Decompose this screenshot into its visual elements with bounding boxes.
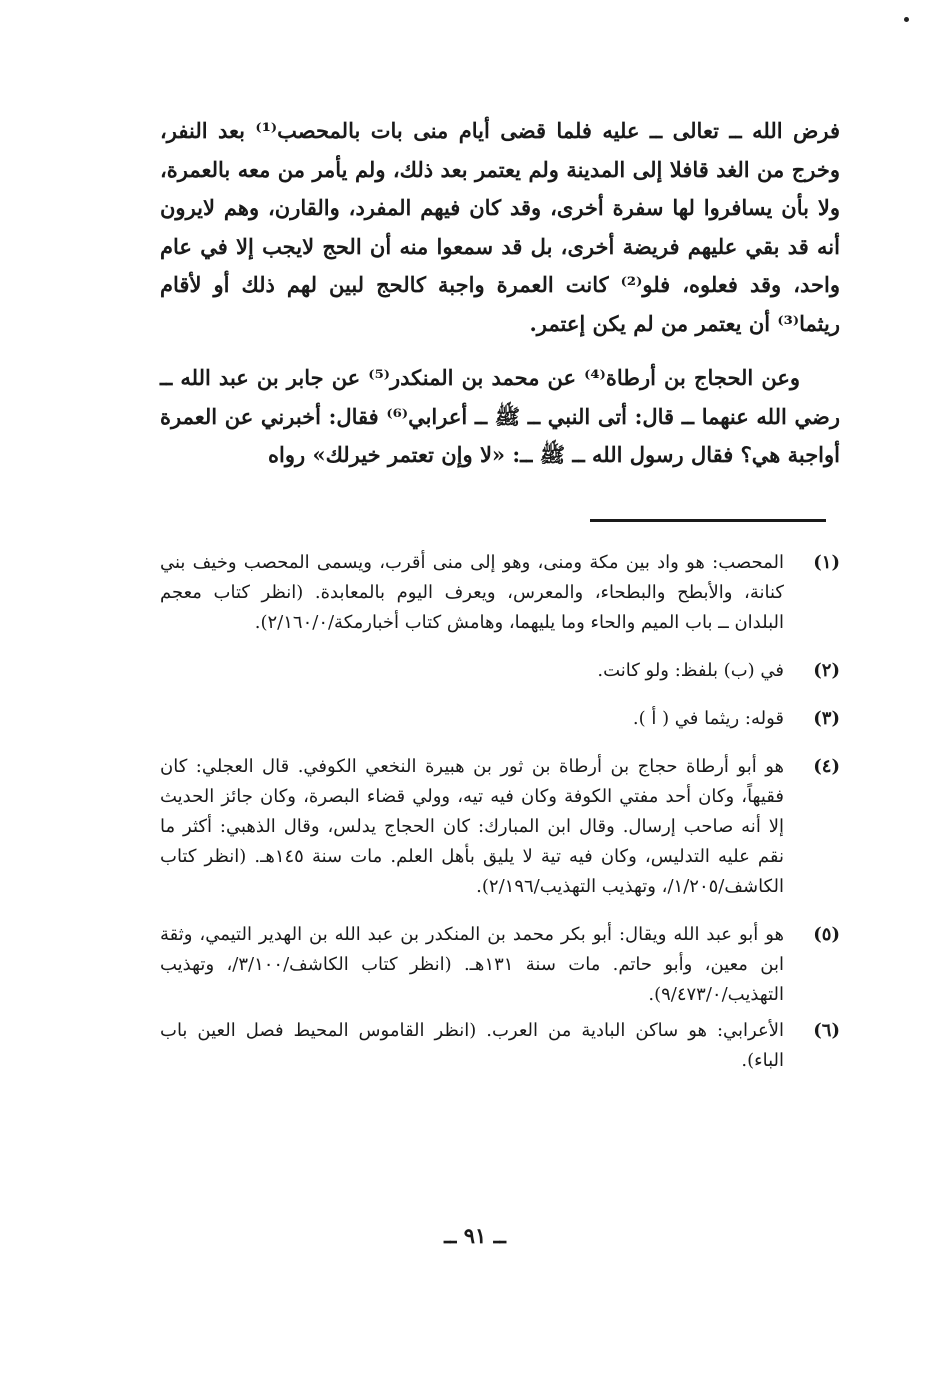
- footnote-text: المحصب: هو واد بين مكة ومنى، وهو إلى منى أقرب، ويسمى المحصب وخيف بني كنانة، والأبطح والبطحاء، والمعرس، ويعرف اليوم بالمعابدة. (انظر كتاب معجم البلدان ــ باب الميم والحاء وما يليهما، وهامش كتاب أخبارمكة/٢/١٦٠/٠).: [160, 552, 784, 633]
- main-paragraph-2: وعن الحجاج بن أرطاة⁽⁴⁾ عن محمد بن المنكدر⁽⁵⁾ عن جابر بن عبد الله ــ رضي الله عنهما ــ قال: أتى النبي ــ ﷺ ــ أعرابي⁽⁶⁾ فقال: أخبرني عن العمرة أواجبة هي؟ فقال رسول الله ــ ﷺ ــ: «لا وإن تعتمر خيرلك» رواه: [160, 365, 840, 467]
- footnote-number: (٤): [813, 756, 840, 777]
- footnote-number: (١): [813, 552, 840, 573]
- footnote-4: [160, 752, 840, 902]
- page-number: ــ ٩١ ــ: [444, 1223, 506, 1248]
- footnote-number: (٣): [813, 708, 840, 729]
- footnote-number: (٢): [813, 660, 840, 681]
- footnote-divider: [590, 519, 826, 522]
- footnote-text: هو أبو عبد الله ويقال: أبو بكر محمد بن المنكدر بن عبد الله بن الهدير التيمي، وثقة ابن معين، وأبو حاتم. مات سنة ١٣١هـ. (انظر كتاب الكاشف/٣/١٠٠/، وتهذيب التهذيب/٩/٤٧٣/٠).: [160, 924, 784, 1005]
- footnote-6: [160, 1016, 840, 1076]
- main-paragraph-1: فرض الله ــ تعالى ــ عليه فلما قضى أيام منى بات بالمحصب⁽¹⁾ بعد النفر، وخرج من الغد قافلا إلى المدينة ولم يعتمر بعد ذلك، ولم يأمر من معه بالعمرة، ولا بأن يسافروا لها سفرة أخرى، وقد كان فيهم المفرد، والقارن، وهم لايرون أنه قد بقي عليهم فريضة أخرى، بل قد سمعوا منه أن الحج لايجب إلا في عام واحد، وقد فعلوه، فلو⁽²⁾ كانت العمرة واجبة كالحج لبين لهم ذلك أو لأقام ريثما⁽³⁾ أن يعتمر من لم يكن إعتمر.: [160, 118, 840, 336]
- footnote-number: (٦): [813, 1020, 840, 1041]
- footnote-text: هو أبو أرطاة حجاج بن أرطاة بن ثور بن هبيرة النخعي الكوفي. قال العجلي: كان فقيهاً، وكان أحد مفتي الكوفة وكان فيه تيه، وولي قضاء البصرة، وكان جائز الحديث إلا أنه صاحب إرسال. وقال ابن المبارك: كان الحجاج يدلس، وقال الذهبي: أكثر ما نقم عليه التدليس، وكان فيه تية لا يليق بأهل العلم. مات سنة ١٤٥هـ. (انظر كتاب الكاشف/١/٢٠٥/، وتهذيب التهذيب/٢/١٩٦).: [160, 756, 784, 897]
- footnote-3: [160, 704, 840, 734]
- footnote-5: [160, 920, 840, 1010]
- footnote-1: [160, 548, 840, 638]
- footnote-text: في (ب) بلفظ: ولو كانت.: [597, 660, 784, 681]
- footnotes: [160, 548, 840, 1094]
- scan-speck: [904, 17, 909, 22]
- footnote-2: [160, 656, 840, 686]
- footnote-number: (٥): [813, 924, 840, 945]
- footnote-text: الأعرابي: هو ساكن البادية من العرب. (انظر القاموس المحيط فصل العين باب الباء).: [160, 1020, 784, 1071]
- main-body-text: [160, 112, 840, 475]
- footnote-text: قوله: ريثما في ( أ ).: [632, 708, 784, 729]
